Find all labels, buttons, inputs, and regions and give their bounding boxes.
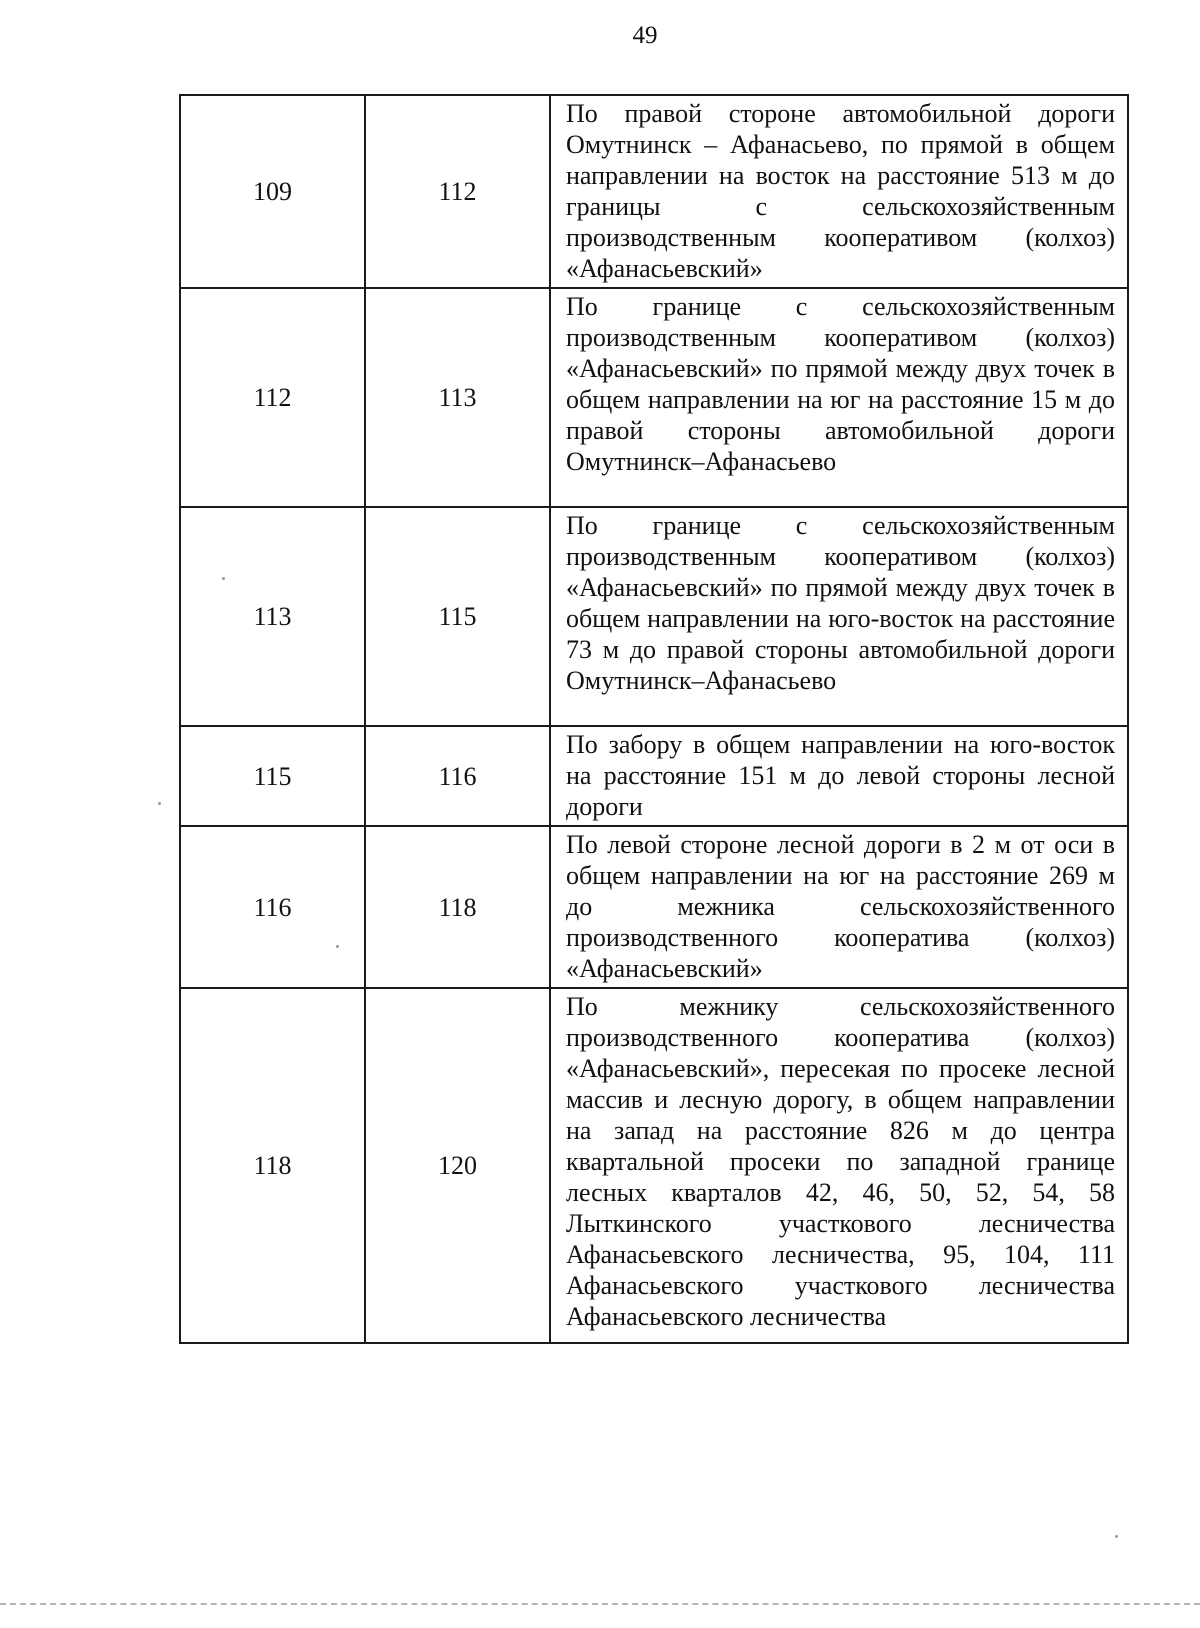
from-point-cell: 113 (180, 507, 365, 726)
description-cell (550, 988, 1128, 1343)
description-text: По границе с сельскохозяйственным производственным кооперативом (колхоз) «Афанасьевский» по прямой между двух точек в общем направлении на юг на расстояние 15 м до правой стороны автомобильной дороги Омутнинск–Афанасьево (566, 292, 1115, 476)
to-point-cell: 113 (365, 288, 550, 507)
from-point-cell: 118 (180, 988, 365, 1343)
boundary-description-table (179, 94, 1129, 1344)
from-point-cell: 115 (180, 726, 365, 826)
scan-speck (222, 577, 225, 580)
description-text: По правой стороне автомобильной дороги Омутнинск – Афанасьево, по прямой в общем направлении на восток на расстояние 513 м до границы с сельскохозяйственным производственным кооперативом (колхоз) «Афанасьевский» (566, 99, 1115, 283)
from-point-cell: 109 (180, 95, 365, 288)
scan-artifact-line (0, 1603, 1200, 1605)
description-cell (550, 507, 1128, 726)
description-cell (550, 726, 1128, 826)
scan-speck (336, 945, 339, 948)
scan-speck (158, 802, 161, 805)
table-row (180, 988, 1128, 1343)
to-point-cell: 112 (365, 95, 550, 288)
description-cell (550, 288, 1128, 507)
from-point-cell: 112 (180, 288, 365, 507)
from-point-cell: 116 (180, 826, 365, 988)
to-point-cell: 116 (365, 726, 550, 826)
to-point-cell: 118 (365, 826, 550, 988)
page-number: 49 (632, 22, 658, 49)
table-row (180, 95, 1128, 288)
table-row (180, 507, 1128, 726)
description-cell (550, 95, 1128, 288)
description-cell (550, 826, 1128, 988)
description-text: По границе с сельскохозяйственным производственным кооперативом (колхоз) «Афанасьевский» по прямой между двух точек в общем направлении на юго-восток на расстояние 73 м до правой стороны автомобильной дороги Омутнинск–Афанасьево (566, 511, 1115, 695)
table-row (180, 826, 1128, 988)
table-row (180, 726, 1128, 826)
to-point-cell: 120 (365, 988, 550, 1343)
description-text: По левой стороне лесной дороги в 2 м от оси в общем направлении на юг на расстояние 269 м до межника сельскохозяйственного производственного кооператива (колхоз) «Афанасьевский» (566, 830, 1115, 983)
description-text: По межнику сельскохозяйственного производственного кооператива (колхоз) «Афанасьевский», пересекая по просеке лесной массив и лесную дорогу, в общем направлении на запад на расстояние 826 м до центра квартальной просеки по западной границе лесных кварталов 42, 46, 50, 52, 54, 58 Лыткинского участкового лесничества Афанасьевского лесничества, 95, 104, 111 Афанасьевского участкового лесничества Афанасьевского лесничества (566, 992, 1115, 1331)
to-point-cell: 115 (365, 507, 550, 726)
scan-speck (1115, 1535, 1118, 1538)
description-text: По забору в общем направлении на юго-восток на расстояние 151 м до левой стороны лесной дороги (566, 730, 1115, 821)
table-row (180, 288, 1128, 507)
